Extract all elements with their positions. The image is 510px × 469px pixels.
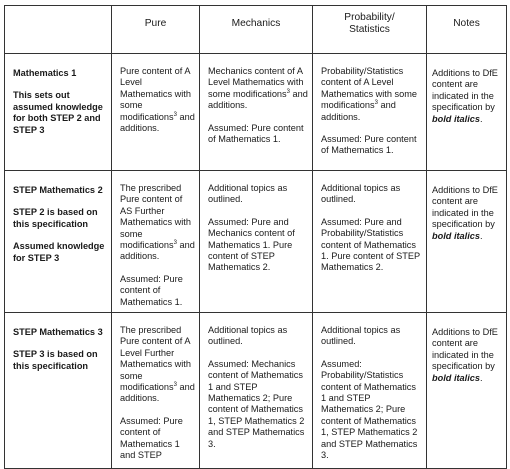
table-row — [5, 313, 507, 469]
pure-assumed: Assumed: Pure content of Mathematics 1 and STEP — [120, 415, 183, 461]
row-subtitle: This sets out assumed knowledge for both STEP 2 and STEP 3 — [13, 90, 103, 135]
specification-table — [4, 5, 507, 469]
probstats-cell — [313, 171, 427, 313]
row-subtitle-2: Assumed knowledge for STEP 3 — [13, 241, 105, 263]
header-pure: Pure — [112, 6, 200, 54]
row-subtitle: STEP 2 is based on this specification — [13, 207, 98, 229]
notes-text: Additions to DfE content are indicated in the specification by bold italics. — [432, 185, 498, 241]
mechanics-cell — [200, 54, 313, 171]
probstats-cell — [313, 54, 427, 171]
mechanics-cell — [200, 313, 313, 469]
probstats-assumed: Assumed: Pure content of Mathematics 1. — [321, 134, 417, 156]
notes-cell — [427, 313, 507, 469]
row-title: STEP Mathematics 3 — [13, 327, 103, 337]
mechanics-text: Additional topics as outlined. — [208, 325, 288, 347]
mechanics-assumed: Assumed: Pure content of Mathematics 1. — [208, 122, 304, 145]
probstats-text: Additional topics as outlined. — [321, 183, 401, 205]
pure-assumed: Assumed: Pure content of Mathematics 1. — [120, 273, 183, 307]
notes-cell — [427, 54, 507, 171]
probstats-text: Additional topics as outlined. — [321, 325, 401, 347]
table-row — [5, 54, 507, 171]
row-subtitle: STEP 3 is based on this specification — [13, 349, 98, 371]
header-notes: Notes — [427, 6, 507, 54]
notes-text: Additions to DfE content are indicated in the specification by bold italics. — [432, 327, 498, 383]
probstats-assumed: Assumed: Pure and Probability/Statistics content of Mathematics 1. Pure content of STEP Mathematics 2. — [321, 216, 420, 273]
row-label-cell — [5, 171, 112, 313]
pure-text: Pure content of A Level Mathematics with some modifications$^3$ and additions. — [120, 66, 195, 134]
row-label-cell — [5, 54, 112, 171]
mechanics-assumed: Assumed: Mechanics content of Mathematics 1 and STEP Mathematics 2; Pure content of Mathematics 1, STEP Mathematics 2 and STEP Mathematics 3. — [208, 358, 305, 449]
header-blank — [5, 6, 112, 54]
notes-text: Additions to DfE content are indicated in the specification by bold italics. — [432, 68, 498, 124]
row-title: STEP Mathematics 2 — [13, 185, 103, 195]
pure-text: The prescribed Pure content of AS Further Mathematics with some modifications$^3$ and additions. — [120, 183, 195, 262]
notes-cell — [427, 171, 507, 313]
table-header-row — [5, 6, 507, 54]
pure-cell — [112, 313, 200, 469]
mechanics-assumed: Assumed: Pure and Mechanics content of Mathematics 1. Pure content of STEP Mathematics 2. — [208, 216, 295, 273]
probstats-assumed: Assumed: Probability/Statistics content of Mathematics 1 and STEP Mathematics 2; Pure content of Mathematics 1, STEP Mathematics 2 and STEP Mathematics 3. — [321, 358, 418, 461]
probstats-cell — [313, 313, 427, 469]
row-title: Mathematics 1 — [13, 68, 77, 78]
header-mechanics: Mechanics — [200, 6, 313, 54]
mechanics-text: Mechanics content of A Level Mathematics with some modifications$^3$ and additions. — [208, 66, 308, 111]
pure-cell — [112, 54, 200, 171]
table-row — [5, 171, 507, 313]
header-probability-statistics: Probability/ Statistics — [313, 6, 427, 54]
row-label-cell — [5, 313, 112, 469]
pure-text: The prescribed Pure content of A Level Further Mathematics with some modifications$^3$ and additions. — [120, 325, 195, 404]
mechanics-cell — [200, 171, 313, 313]
probstats-text: Probability/Statistics content of A Level Mathematics with some modifications$^3$ and additions. — [321, 66, 417, 122]
pure-cell — [112, 171, 200, 313]
mechanics-text: Additional topics as outlined. — [208, 183, 288, 205]
